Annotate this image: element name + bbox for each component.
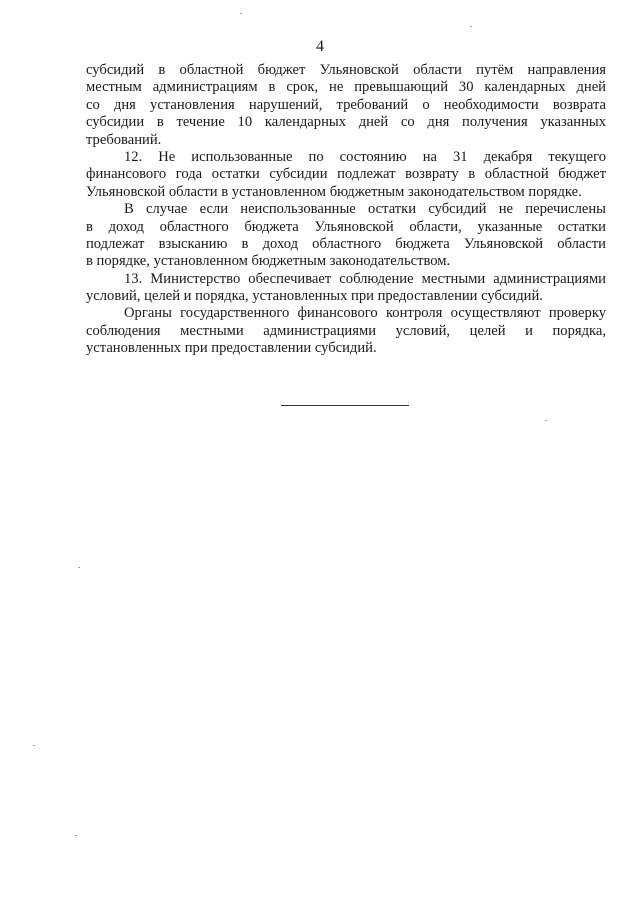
paragraph-subsidy-return-continuation [86, 62, 606, 149]
text-line: установленных при предоставлении субсидий. [86, 340, 377, 357]
text-line: подлежат взысканию в доход областного бюджета Ульяновской области [86, 235, 606, 252]
text-line: 12. Не использованные по состоянию на 31 декабря текущего [124, 148, 606, 165]
paragraph-item-13 [86, 271, 606, 306]
text-line: В случае если неиспользованные остатки субсидий не перечислены [124, 201, 606, 218]
paragraph-item-12 [86, 149, 606, 201]
scan-speck [545, 420, 547, 421]
page-number: 4 [316, 38, 324, 55]
text-line: соблюдения местными администрациями условий, целей и порядка, [86, 322, 606, 339]
end-of-document-divider [281, 405, 409, 406]
scan-speck [240, 13, 242, 14]
text-line: Ульяновской области в установленном бюджетным законодательством порядке. [86, 183, 582, 200]
text-line: субсидии в течение 10 календарных дней со дня получения указанных [86, 114, 606, 131]
scan-speck [33, 745, 35, 746]
paragraph-unused-balances [86, 201, 606, 271]
paragraph-financial-control [86, 305, 606, 357]
scan-speck [75, 835, 77, 836]
text-line: в доход областного бюджета Ульяновской области, указанные остатки [86, 218, 606, 235]
scan-speck [470, 26, 472, 27]
text-line: местным администрациям в срок, не превышающий 30 календарных дней [86, 79, 606, 96]
text-line: субсидий в областной бюджет Ульяновской области путём направления [86, 62, 606, 78]
text-line: со дня установления нарушений, требований о необходимости возврата [86, 96, 606, 113]
text-line: 13. Министерство обеспечивает соблюдение местными администрациями [124, 270, 606, 287]
text-line: условий, целей и порядка, установленных при предоставлении субсидий. [86, 288, 543, 305]
text-line: Органы государственного финансового контроля осуществляют проверку [124, 305, 606, 322]
text-line: требований. [86, 131, 162, 148]
text-line: в порядке, установленном бюджетным законодательством. [86, 253, 451, 270]
scan-speck [78, 567, 80, 568]
document-body [86, 62, 606, 358]
text-line: финансового года остатки субсидии подлежат возврату в областной бюджет [86, 166, 606, 183]
